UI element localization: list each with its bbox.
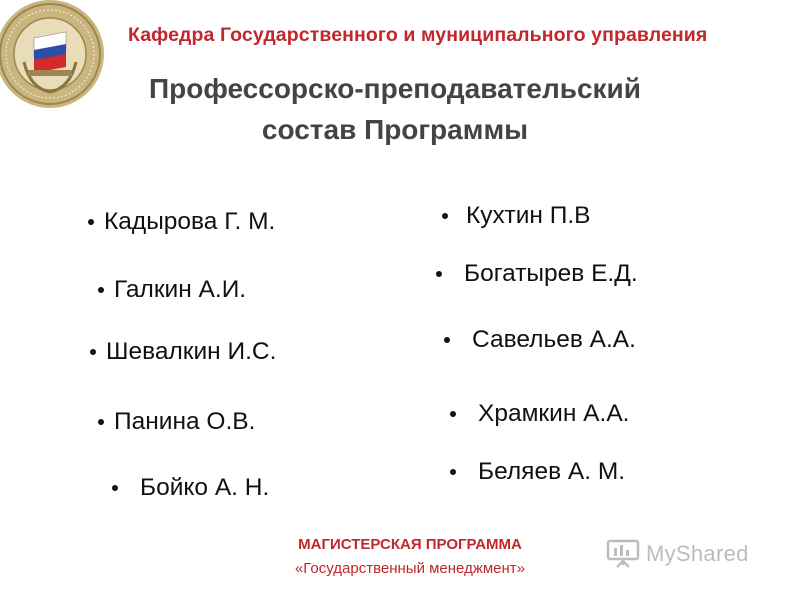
list-item [450, 458, 625, 486]
list-item [112, 474, 269, 502]
faculty-name: Галкин А.И. [114, 276, 247, 303]
list-item [88, 208, 275, 236]
watermark [606, 538, 749, 570]
watermark-text: MyShared [646, 541, 749, 566]
faculty-name: Бойко А. Н. [140, 474, 270, 501]
list-item [442, 202, 591, 230]
faculty-name: Савельев А.А. [472, 326, 636, 353]
list-item [444, 326, 636, 354]
title-line-2: состав Программы [261, 114, 529, 145]
bullet-icon [450, 411, 456, 417]
program-type: МАГИСТЕРСКАЯ ПРОГРАММА [298, 536, 522, 553]
list-item [98, 276, 246, 304]
bullet-icon [88, 219, 94, 225]
bullet-icon [442, 213, 448, 219]
bullet-icon [90, 349, 96, 355]
faculty-name: Богатырев Е.Д. [464, 260, 638, 287]
page-title [100, 68, 690, 150]
bullet-icon [450, 469, 456, 475]
faculty-name: Храмкин А.А. [478, 400, 630, 427]
list-item [450, 400, 629, 428]
faculty-name: Беляев А. М. [478, 458, 626, 485]
department-title: Кафедра Государственного и муниципального управления [128, 24, 708, 46]
bullet-icon [98, 419, 104, 425]
bullet-icon [112, 485, 118, 491]
list-item [436, 260, 638, 288]
faculty-name: Кадырова Г. М. [104, 208, 276, 235]
presentation-board-icon [606, 539, 640, 569]
list-item [98, 408, 255, 436]
faculty-name: Панина О.В. [114, 408, 256, 435]
faculty-name: Шевалкин И.С. [106, 338, 277, 365]
title-line-1: Профессорско-преподавательский [149, 73, 641, 104]
bullet-icon [444, 337, 450, 343]
list-item [90, 338, 276, 366]
bullet-icon [98, 287, 104, 293]
university-seal-icon [0, 0, 106, 118]
bullet-icon [436, 271, 442, 277]
faculty-name: Кухтин П.В [466, 202, 591, 229]
program-name: «Государственный менеджмент» [294, 560, 526, 577]
